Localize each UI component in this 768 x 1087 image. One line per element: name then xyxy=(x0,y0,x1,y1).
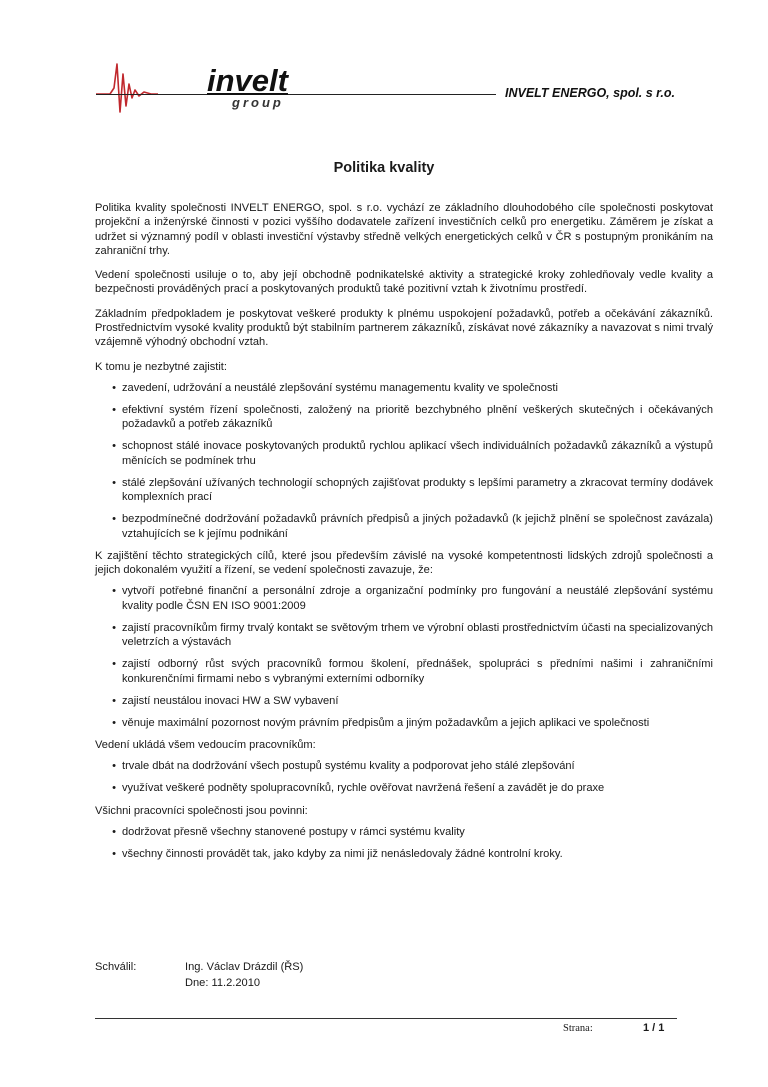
list-item: • věnuje maximální pozornost novým právním předpisům a jiným požadavkům a jejich aplikaci ve společnosti xyxy=(95,716,713,730)
section-intro: K tomu je nezbytné zajistit: xyxy=(95,360,227,373)
bullet-list xyxy=(95,825,713,861)
logo-subtitle: group xyxy=(232,95,284,110)
list-item: • stálé zlepšování užívaných technologií schopných zajišťovat produkty s lepšími parametry a zkracovat termíny dodávek komplexních prací xyxy=(95,476,713,505)
paragraph: Základním předpokladem je poskytovat veškeré produkty k plnému uspokojení požadavků, potřeb a očekávání zákazníků. Prostřednictvím vysoké kvality produktů být stabilním partnerem zákazníků, získávat nové zákazníky a navazovat s nimi trvalý vzájemně výhodný obchodní vztah. xyxy=(95,307,713,349)
signature-name: Ing. Václav Drázdil (ŘS) xyxy=(185,961,304,973)
list-item: • schopnost stálé inovace poskytovaných produktů rychlou aplikací všech individuálních požadavků zákazníků a výstupů měnících se podmínek trhu xyxy=(95,439,713,468)
list-item: • všechny činnosti provádět tak, jako kdyby za nimi již nenásledovaly žádné kontrolní kroky. xyxy=(95,847,713,861)
footer-page-label: Strana: xyxy=(563,1023,593,1034)
section-intro: Všichni pracovníci společnosti jsou povinni: xyxy=(95,804,308,817)
paragraph: Politika kvality společnosti INVELT ENERGO, spol. s r.o. vychází ze základního dlouhodobého cíle společnosti poskytovat projekční a inženýrské činnosti v pozici vyššího dodavatele zařízení investičních celků pro energetiku. Záměrem je získat a udržet si významný podíl v oblasti investiční výstavby středně velkých energetických celků v ČR s postupným pronikáním na zahraniční trhy. xyxy=(95,202,713,257)
bullet-list xyxy=(95,381,713,541)
list-item: • využívat veškeré podněty spolupracovníků, rychle ověřovat navržená řešení a zavádět je do praxe xyxy=(95,781,713,795)
bullet-list xyxy=(95,584,713,730)
signature-label: Schválil: xyxy=(95,961,137,973)
header-rule xyxy=(96,94,496,95)
logo-wave-icon xyxy=(96,54,206,116)
signature-details xyxy=(185,960,385,991)
list-item: • dodržovat přesně všechny stanovené postupy v rámci systému kvality xyxy=(95,825,713,839)
list-item: • vytvoří potřebné finanční a personální zdroje a organizační podmínky pro fungování a neustálé zlepšování systému kvality podle ČSN EN ISO 9001:2009 xyxy=(95,584,713,613)
list-item: • trvale dbát na dodržování všech postupů systému kvality a podporovat jeho stálé zlepšování xyxy=(95,759,713,773)
list-item: • zajistí odborný růst svých pracovníků formou školení, přednášek, spolupráci s předními našimi i zahraničními konkurenčními firmami nebo s vybranými externími odborníky xyxy=(95,657,713,686)
list-item: • bezpodmínečné dodržování požadavků právních předpisů a jiných požadavků (k jejichž plnění se společnost zavázala) vztahujících se k jejímu podnikání xyxy=(95,512,713,541)
list-item: • zavedení, udržování a neustálé zlepšování systému managementu kvality ve společnosti xyxy=(95,381,713,395)
section-intro: K zajištění těchto strategických cílů, které jsou především závislé na vysoké kompetentnosti lidských zdrojů společnosti a jejich dokonalém využití a řízení, se vedení společnosti zavazuje, že: xyxy=(95,549,713,577)
list-item: • zajistí neustálou inovaci HW a SW vybavení xyxy=(95,694,713,708)
footer-page-number: 1 / 1 xyxy=(643,1022,665,1034)
list-item: • zajistí pracovníkům firmy trvalý kontakt se světovým trhem ve výrobní oblasti prostřednictvím účasti na specializovaných veletrzích a výstavách xyxy=(95,621,713,650)
list-item: • efektivní systém řízení společnosti, založený na prioritě bezchybného plnění veškerých skutečných i očekávaných požadavků a potřeb zákazníků xyxy=(95,403,713,432)
company-name: INVELT ENERGO, spol. s r.o. xyxy=(505,86,675,100)
document-title: Politika kvality xyxy=(333,160,435,176)
document-body xyxy=(95,201,713,869)
signature-date: Dne: 11.2.2010 xyxy=(185,976,261,989)
logo-wordmark: invelt xyxy=(207,63,288,98)
footer-rule xyxy=(95,1018,677,1019)
bullet-list xyxy=(95,759,713,795)
section-intro: Vedení ukládá všem vedoucím pracovníkům: xyxy=(95,738,316,751)
paragraph: Vedení společnosti usiluje o to, aby její obchodně podnikatelské aktivity a strategické kroky zohledňovaly vedle kvality a bezpečnosti prováděných prací a poskytovaných produktů také pozitivní vztah k životnímu prostředí. xyxy=(95,269,713,296)
